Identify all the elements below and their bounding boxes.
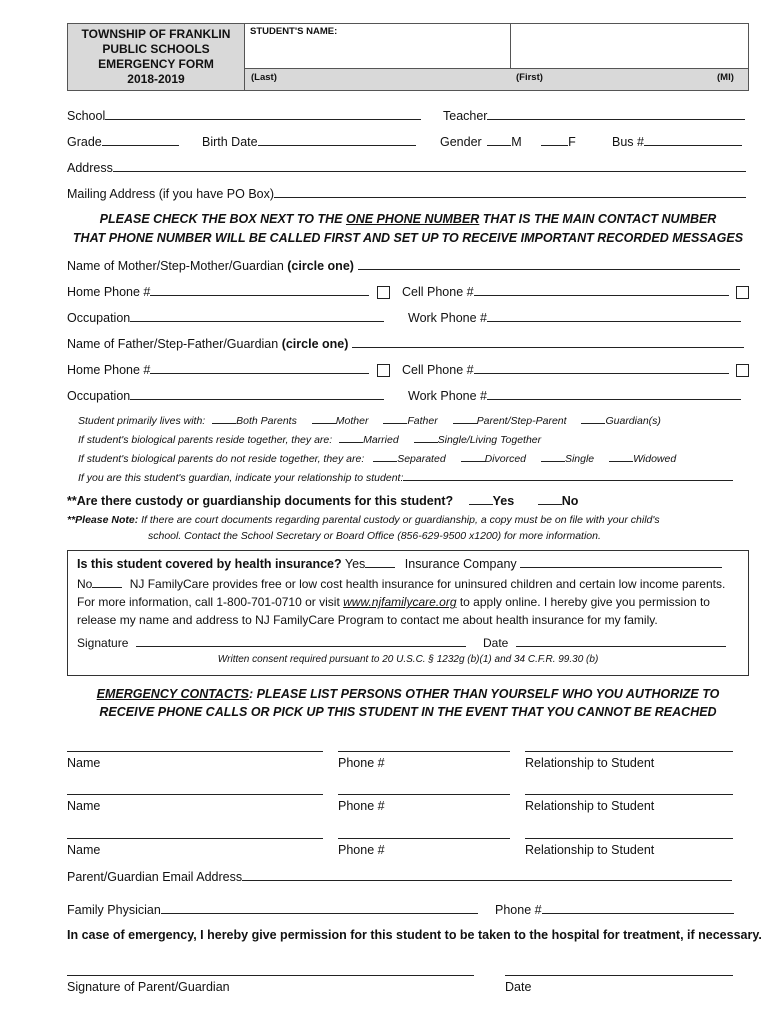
permission-text: to apply online. I hereby give you permission to bbox=[456, 595, 710, 609]
emergency-heading-emphasis: EMERGENCY CONTACTS bbox=[96, 687, 249, 701]
mother-occupation-field[interactable] bbox=[130, 310, 384, 322]
guardians-field[interactable] bbox=[581, 414, 605, 424]
mother-home-phone-checkbox[interactable] bbox=[377, 286, 390, 299]
contact-2-name-label: Name bbox=[67, 799, 101, 813]
teacher-row bbox=[443, 108, 745, 123]
mother-cell-phone-row bbox=[402, 284, 749, 299]
guardians-label: Guardian(s) bbox=[605, 415, 661, 427]
father-work-phone-label: Work Phone # bbox=[408, 389, 487, 403]
address-field[interactable] bbox=[113, 160, 746, 172]
physician-field[interactable] bbox=[161, 902, 478, 914]
custody-yes-field[interactable] bbox=[469, 493, 493, 505]
contact-1-name-label: Name bbox=[67, 756, 101, 770]
insurance-line-3 bbox=[77, 595, 710, 609]
physician-phone-label: Phone # bbox=[495, 903, 542, 917]
insurance-company-label: Insurance Company bbox=[404, 557, 517, 571]
custody-no-label: No bbox=[561, 494, 579, 508]
note-label: **Please Note: bbox=[67, 514, 139, 526]
father-name-label: Name of Father/Step-Father/Guardian bbox=[67, 337, 282, 351]
parent-date-field[interactable] bbox=[505, 963, 733, 976]
mother-cell-phone-checkbox[interactable] bbox=[736, 286, 749, 299]
emergency-heading-line-1 bbox=[67, 687, 749, 701]
widowed-label: Widowed bbox=[633, 453, 677, 465]
contact-1-relationship-label: Relationship to Student bbox=[525, 756, 655, 770]
notice-emphasis: ONE PHONE NUMBER bbox=[345, 212, 480, 226]
teacher-label: Teacher bbox=[443, 109, 488, 123]
contact-3-relationship-field[interactable] bbox=[525, 826, 733, 839]
reside-together-label: If student's biological parents reside together, they are: bbox=[78, 434, 333, 446]
divorced-field[interactable] bbox=[461, 452, 485, 462]
mother-occupation-label: Occupation bbox=[67, 311, 131, 325]
custody-no-field[interactable] bbox=[538, 493, 562, 505]
mailing-row bbox=[67, 186, 746, 201]
contact-3-phone-label: Phone # bbox=[338, 843, 385, 857]
circle-one-label: (circle one) bbox=[287, 259, 354, 273]
middle-initial-label: (MI) bbox=[717, 72, 734, 83]
insurance-line-4: release my name and address to NJ FamilyCare Program to contact me about health insurance for my family. bbox=[77, 613, 658, 627]
mother-home-phone-row bbox=[67, 284, 390, 299]
contact-2-relationship-label: Relationship to Student bbox=[525, 799, 655, 813]
school-row bbox=[67, 108, 421, 123]
father-name-row bbox=[67, 336, 744, 351]
insurance-yes-label: Yes bbox=[341, 557, 366, 571]
married-field[interactable] bbox=[339, 433, 363, 443]
father-work-phone-field[interactable] bbox=[487, 388, 741, 400]
parent-step-label: Parent/Step-Parent bbox=[476, 415, 567, 427]
father-name-field[interactable] bbox=[352, 336, 744, 348]
gender-f-field[interactable] bbox=[541, 134, 568, 146]
custody-question: **Are there custody or guardianship documents for this student? bbox=[67, 494, 454, 508]
school-field[interactable] bbox=[105, 108, 421, 120]
contact-1-phone-label: Phone # bbox=[338, 756, 385, 770]
physician-phone-row bbox=[495, 902, 734, 917]
contact-2-relationship-field[interactable] bbox=[525, 782, 733, 795]
single-label: Single bbox=[564, 453, 595, 465]
separated-label: Separated bbox=[397, 453, 446, 465]
physician-label: Family Physician bbox=[67, 903, 161, 917]
email-row bbox=[67, 869, 732, 884]
birth-date-field[interactable] bbox=[258, 134, 416, 146]
consent-text: Written consent required pursuant to 20 U.S.C. § 1232g (b)(1) and 34 C.F.R. 99.30 (b) bbox=[217, 654, 599, 665]
mother-work-phone-field[interactable] bbox=[487, 310, 741, 322]
insurance-no-field[interactable] bbox=[92, 576, 122, 588]
email-field[interactable] bbox=[242, 869, 732, 881]
title-line-4: 2018-2019 bbox=[127, 72, 185, 86]
lives-with-label: Student primarily lives with: bbox=[78, 415, 206, 427]
gender-m-field[interactable] bbox=[487, 134, 511, 146]
both-parents-label: Both Parents bbox=[236, 415, 297, 427]
father-home-phone-label: Home Phone # bbox=[67, 363, 151, 377]
custody-note-line-2: school. Contact the School Secretary or Board Office (856-629-9500 x1200) for more information. bbox=[148, 530, 601, 542]
contact-3-name-field[interactable] bbox=[67, 826, 323, 839]
divorced-label: Divorced bbox=[484, 453, 527, 465]
father-occupation-field[interactable] bbox=[130, 388, 384, 400]
students-name-label: STUDENT'S NAME: bbox=[250, 26, 338, 37]
mother-cell-phone-label: Cell Phone # bbox=[402, 285, 474, 299]
teacher-field[interactable] bbox=[487, 108, 745, 120]
custody-row bbox=[67, 493, 578, 508]
name-box-divider bbox=[510, 23, 511, 68]
school-label: School bbox=[67, 109, 106, 123]
father-cell-phone-label: Cell Phone # bbox=[402, 363, 474, 377]
contact-1-phone-field[interactable] bbox=[338, 739, 510, 752]
mother-work-phone-row bbox=[408, 310, 741, 325]
parent-date-label: Date bbox=[505, 980, 532, 994]
custody-note-line-1 bbox=[67, 514, 660, 526]
notice-text-end: THAT IS THE MAIN CONTACT NUMBER bbox=[479, 212, 717, 226]
mother-name-row bbox=[67, 258, 740, 273]
contact-3-phone-field[interactable] bbox=[338, 826, 510, 839]
physician-phone-field[interactable] bbox=[542, 902, 734, 914]
not-reside-label: If student's biological parents do not reside together, they are: bbox=[78, 453, 365, 465]
reside-together-row bbox=[78, 433, 541, 446]
insurance-no-label: No bbox=[77, 577, 93, 591]
mother-cell-phone-field[interactable] bbox=[474, 284, 729, 296]
parent-signature-label: Signature of Parent/Guardian bbox=[67, 980, 230, 994]
guardian-relationship-field[interactable] bbox=[403, 471, 733, 481]
familycare-text: NJ FamilyCare provides free or low cost health insurance for uninsured children and certain low income parents. bbox=[129, 577, 726, 591]
custody-yes-label: Yes bbox=[492, 494, 515, 508]
insurance-yes-field[interactable] bbox=[365, 556, 395, 568]
gender-row bbox=[440, 134, 576, 149]
lives-with-row bbox=[78, 414, 661, 427]
phone-notice-line-1 bbox=[67, 212, 749, 226]
mother-name-label: Name of Mother/Step-Mother/Guardian bbox=[67, 259, 288, 273]
insurance-question-row bbox=[77, 556, 722, 571]
father-only-field[interactable] bbox=[383, 414, 407, 424]
bus-field[interactable] bbox=[644, 134, 742, 146]
mother-home-phone-field[interactable] bbox=[150, 284, 369, 296]
familycare-link[interactable]: www.njfamilycare.org bbox=[343, 595, 457, 609]
father-work-phone-row bbox=[408, 388, 741, 403]
parent-step-field[interactable] bbox=[453, 414, 477, 424]
form-title-box bbox=[67, 23, 245, 91]
contact-1-name-field[interactable] bbox=[67, 739, 323, 752]
contact-2-name-field[interactable] bbox=[67, 782, 323, 795]
father-occupation-row bbox=[67, 388, 384, 403]
mother-name-field[interactable] bbox=[358, 258, 740, 270]
father-only-label: Father bbox=[407, 415, 438, 427]
insurance-company-field[interactable] bbox=[520, 556, 722, 568]
address-row bbox=[67, 160, 746, 175]
grade-field[interactable] bbox=[102, 134, 179, 146]
birth-date-label: Birth Date bbox=[202, 135, 258, 149]
guardian-relationship-row bbox=[78, 471, 733, 484]
parent-signature-field[interactable] bbox=[67, 963, 474, 976]
circle-one-label: (circle one) bbox=[281, 337, 349, 351]
birthdate-row bbox=[202, 134, 416, 149]
not-reside-row bbox=[78, 452, 676, 465]
single-living-field[interactable] bbox=[414, 433, 438, 443]
father-home-phone-row bbox=[67, 362, 390, 377]
info-text: For more information, call 1-800-701-0710 or visit bbox=[77, 595, 344, 609]
note-text: If there are court documents regarding parental custody or guardianship, a copy must be on file with your child's bbox=[138, 514, 660, 526]
married-label: Married bbox=[363, 434, 399, 446]
single-field[interactable] bbox=[541, 452, 565, 462]
gender-m-label: M bbox=[511, 135, 522, 149]
mother-home-phone-label: Home Phone # bbox=[67, 285, 151, 299]
last-name-label: (Last) bbox=[251, 72, 277, 83]
contact-2-phone-field[interactable] bbox=[338, 782, 510, 795]
physician-row bbox=[67, 902, 478, 917]
insurance-date-row bbox=[483, 635, 726, 650]
contact-2-phone-label: Phone # bbox=[338, 799, 385, 813]
insurance-line-2 bbox=[77, 576, 725, 591]
title-line-1: TOWNSHIP OF FRANKLIN bbox=[81, 27, 231, 41]
mother-work-phone-label: Work Phone # bbox=[408, 311, 487, 325]
mother-only-field[interactable] bbox=[312, 414, 336, 424]
father-cell-phone-field[interactable] bbox=[474, 362, 729, 374]
father-occupation-label: Occupation bbox=[67, 389, 131, 403]
insurance-question: Is this student covered by health insurance? bbox=[77, 557, 342, 571]
contact-1-relationship-field[interactable] bbox=[525, 739, 733, 752]
insurance-date-label: Date bbox=[483, 636, 509, 650]
insurance-signature-label: Signature bbox=[77, 636, 129, 650]
first-name-label: (First) bbox=[516, 72, 543, 83]
gender-label: Gender bbox=[440, 135, 482, 149]
father-cell-phone-row bbox=[402, 362, 749, 377]
emergency-heading-line-2: RECEIVE PHONE CALLS OR PICK UP THIS STUDENT IN THE EVENT THAT YOU CANNOT BE REACHED bbox=[99, 705, 717, 719]
address-label: Address bbox=[67, 161, 113, 175]
father-cell-phone-checkbox[interactable] bbox=[736, 364, 749, 377]
hospital-permission-text: In case of emergency, I hereby give permission for this student to be taken to the hospital for treatment, if necessary. bbox=[67, 928, 762, 942]
mother-occupation-row bbox=[67, 310, 384, 325]
guardian-relationship-label: If you are this student's guardian, indicate your relationship to student: bbox=[78, 472, 404, 484]
grade-row bbox=[67, 134, 179, 149]
mailing-field[interactable] bbox=[274, 186, 746, 198]
father-home-phone-checkbox[interactable] bbox=[377, 364, 390, 377]
separated-field[interactable] bbox=[373, 452, 397, 462]
title-line-3: EMERGENCY FORM bbox=[98, 57, 214, 71]
mother-only-label: Mother bbox=[335, 415, 369, 427]
contact-3-name-label: Name bbox=[67, 843, 101, 857]
notice-text: PLEASE CHECK THE BOX NEXT TO THE bbox=[99, 212, 346, 226]
gender-f-label: F bbox=[568, 135, 576, 149]
insurance-date-field[interactable] bbox=[516, 635, 726, 647]
bus-label: Bus # bbox=[612, 135, 644, 149]
bus-row bbox=[612, 134, 742, 149]
single-living-label: Single/Living Together bbox=[437, 434, 542, 446]
contact-3-relationship-label: Relationship to Student bbox=[525, 843, 655, 857]
emergency-heading-text: : PLEASE LIST PERSONS OTHER THAN YOURSELF WHO YOU AUTHORIZE TO bbox=[248, 687, 720, 701]
insurance-signature-row bbox=[77, 635, 466, 650]
widowed-field[interactable] bbox=[609, 452, 633, 462]
mailing-label: Mailing Address (if you have PO Box) bbox=[67, 187, 275, 201]
both-parents-field[interactable] bbox=[212, 414, 236, 424]
email-label: Parent/Guardian Email Address bbox=[67, 870, 243, 884]
grade-label: Grade bbox=[67, 135, 102, 149]
insurance-signature-field[interactable] bbox=[136, 635, 466, 647]
phone-notice-line-2: THAT PHONE NUMBER WILL BE CALLED FIRST AND SET UP TO RECEIVE IMPORTANT RECORDED MESSAGES bbox=[72, 231, 744, 245]
title-line-2: PUBLIC SCHOOLS bbox=[102, 42, 210, 56]
father-home-phone-field[interactable] bbox=[150, 362, 369, 374]
